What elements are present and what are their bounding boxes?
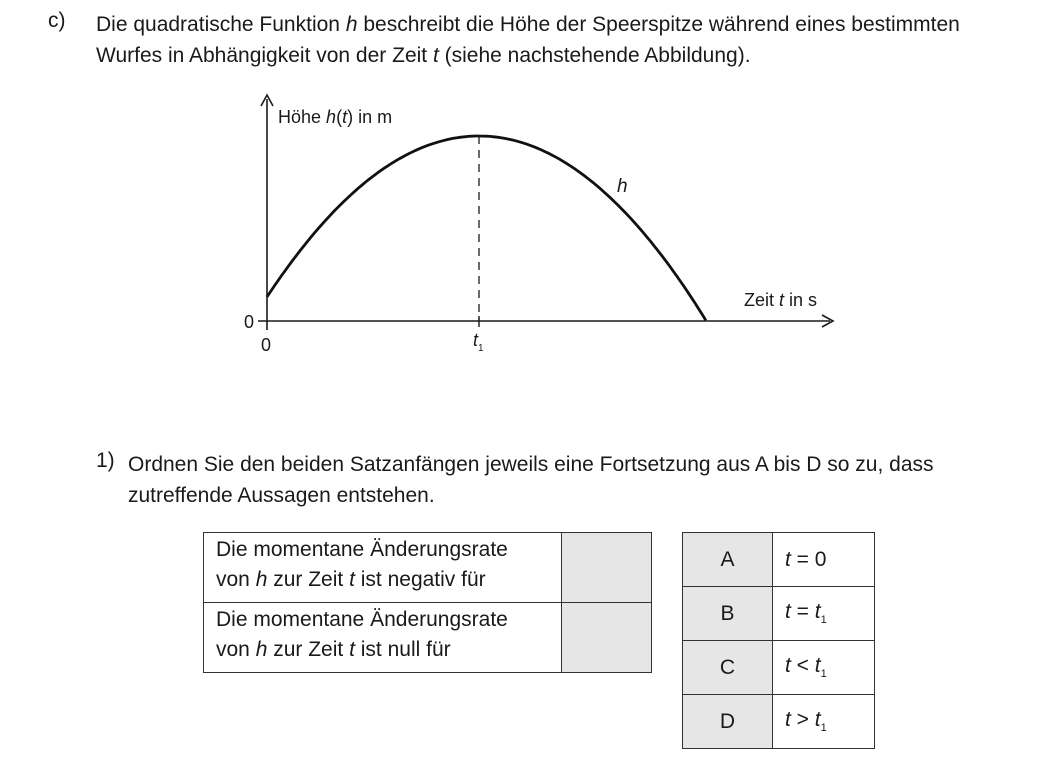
question-label: 1)	[96, 449, 115, 472]
statement-text: Die momentane Änderungsrate von h zur Zeit t ist null für	[204, 603, 562, 673]
option-letter: A	[683, 533, 773, 587]
option-row	[683, 695, 875, 749]
x-axis-label: Zeit t in s	[744, 290, 818, 310]
option-letter: D	[683, 695, 773, 749]
curve-h	[267, 136, 706, 320]
y-origin-label: 0	[244, 312, 255, 332]
y-axis-label: Höhe h(t) in m	[278, 107, 393, 127]
answer-box-2[interactable]	[562, 603, 652, 673]
task-label: c)	[48, 9, 66, 32]
statement-row	[204, 533, 652, 603]
option-row	[683, 587, 875, 641]
option-row	[683, 641, 875, 695]
statement-row	[204, 603, 652, 673]
task-intro: Die quadratische Funktion h beschreibt die Höhe der Speerspitze während eines bestimmten Wurfes in Abhängigkeit von der Zeit t (siehe nachstehende Abbildung).	[96, 13, 960, 67]
answer-box-1[interactable]	[562, 533, 652, 603]
options-table	[682, 532, 875, 749]
question-text: Ordnen Sie den beiden Satzanfängen jeweils eine Fortsetzung aus A bis D so zu, dass zutreffende Aussagen entstehen.	[128, 453, 934, 507]
option-expression: $t > t_1$	[773, 695, 875, 749]
statement-table	[203, 532, 652, 673]
curve-label-h: h	[617, 176, 628, 197]
x-tick-label-t1: $t_1$	[473, 330, 484, 354]
statement-text: Die momentane Änderungsrate von h zur Zeit t ist negativ für	[204, 533, 562, 603]
option-letter: B	[683, 587, 773, 641]
option-expression: t = 0	[773, 533, 875, 587]
option-expression: $t = t_1$	[773, 587, 875, 641]
option-row	[683, 533, 875, 587]
option-expression: $t < t_1$	[773, 641, 875, 695]
option-letter: C	[683, 641, 773, 695]
x-origin-label: 0	[261, 335, 272, 355]
